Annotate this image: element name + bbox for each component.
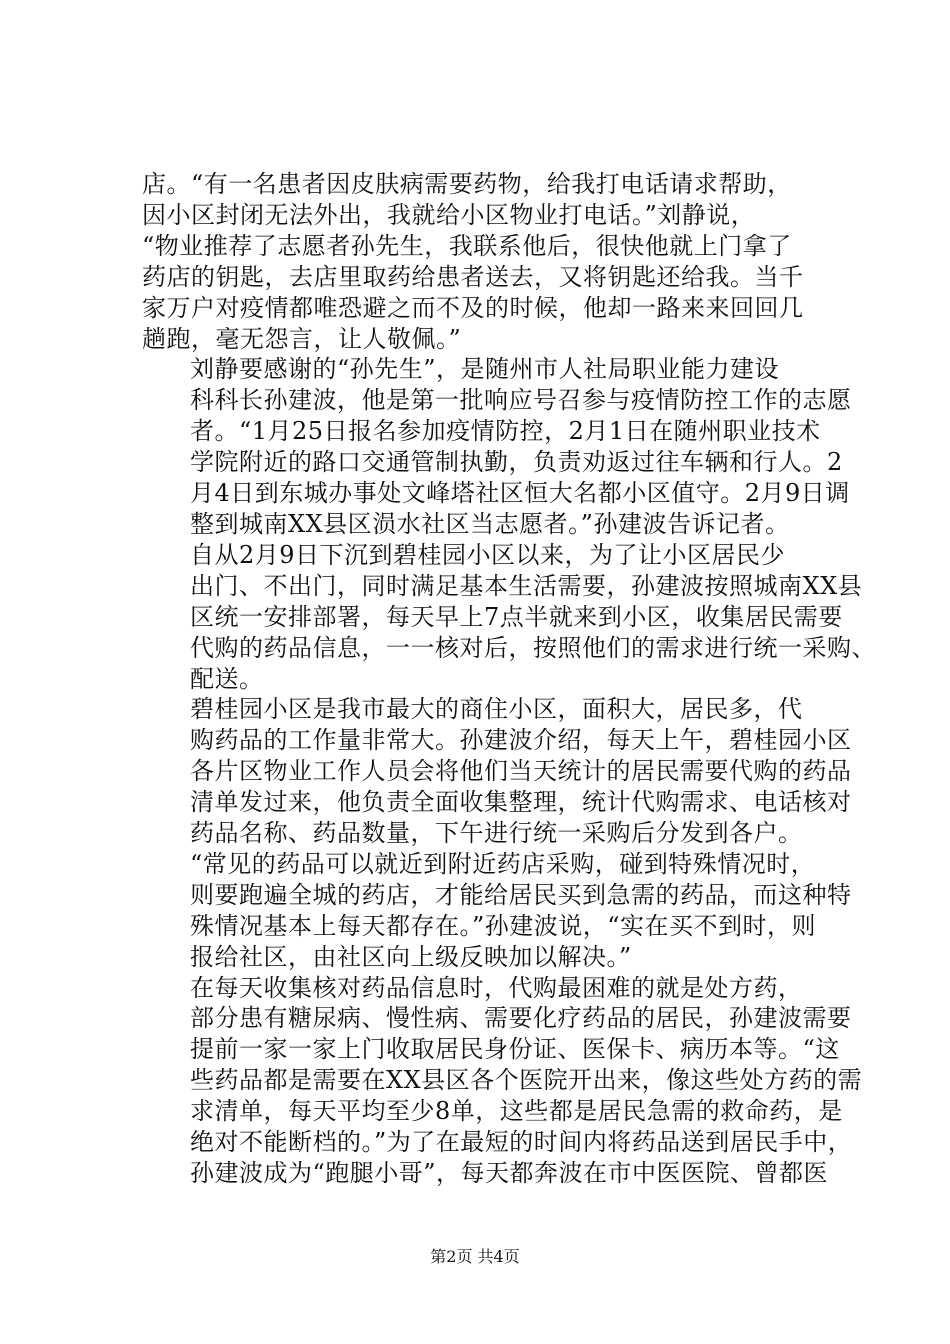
text-line: 刘静要感谢的“孙先生”，是随州市人社局职业能力建设	[190, 355, 780, 384]
paragraph	[142, 849, 852, 973]
text-line: 求清单，每天平均至少8单，这些都是居民急需的救命药，是	[190, 1097, 843, 1126]
text-line: 家万户对疫情都唯恐避之而不及的时候，他却一路来来回回几	[142, 293, 804, 322]
paragraph	[142, 694, 852, 849]
text-line: 学院附近的路口交通管制执勤，负责劝返过往车辆和行人。2	[190, 448, 843, 477]
paragraph	[142, 354, 852, 539]
text-line: 购药品的工作量非常大。孙建波介绍，每天上午，碧桂园小区	[190, 726, 852, 755]
paragraph	[142, 540, 876, 695]
text-line: “常见的药品可以就近到附近药店采购，碰到特殊情况时，	[190, 849, 816, 878]
text-line: 则要跑遍全城的药店，才能给居民买到急需的药品，而这种特	[190, 880, 852, 909]
text-line: 碧桂园小区是我市最大的商住小区，面积大，居民多，代	[190, 695, 803, 724]
text-line: 清单发过来，他负责全面收集整理，统计代购需求、电话核对	[190, 788, 852, 817]
text-line: 部分患有糖尿病、慢性病、需要化疗药品的居民，孙建波需要	[190, 1004, 852, 1033]
text-line: 代购的药品信息，一一核对后，按照他们的需求进行统一采购、	[190, 633, 876, 662]
text-line: 月4日到东城办事处文峰塔社区恒大名都小区值守。2月9日调	[190, 479, 850, 508]
text-line: 趟跑，毫无怨言，让人敬佩。”	[142, 324, 462, 353]
article-body	[142, 169, 876, 1189]
text-line: 各片区物业工作人员会将他们当天统计的居民需要代购的药品	[190, 757, 852, 786]
text-line: 配送。	[190, 664, 264, 693]
text-line: 提前一家一家上门收取居民身份证、医保卡、病历本等。“这	[190, 1035, 840, 1064]
text-line: 报给社区，由社区向上级反映加以解决。”	[190, 942, 632, 971]
text-line: 在每天收集核对药品信息时，代购最困难的就是处方药，	[190, 973, 803, 1002]
text-line: 区统一安排部署，每天早上7点半就来到小区，收集居民需要	[190, 602, 843, 631]
text-line: 者。“1月25日报名参加疫情防控，2月1日在随州职业技术	[190, 417, 821, 446]
paragraph	[142, 973, 863, 1189]
paragraph	[142, 169, 832, 354]
text-line: 科科长孙建波，他是第一批响应号召参与疫情防控工作的志愿	[190, 386, 852, 415]
text-line: 殊情况基本上每天都存在。”孙建波说，“实在买不到时，则	[190, 911, 817, 940]
text-line: 绝对不能断档的。”为了在最短的时间内将药品送到居民手中，	[190, 1128, 853, 1157]
text-line: 药店的钥匙，去店里取药给患者送去，又将钥匙还给我。当千	[142, 262, 804, 291]
text-line: 出门、不出门，同时满足基本生活需要，孙建波按照城南XX县	[190, 571, 863, 600]
text-line: 药品名称、药品数量，下午进行统一采购后分发到各户。	[190, 819, 803, 848]
text-line: 店。“有一名患者因皮肤病需要药物，给我打电话请求帮助，	[142, 170, 792, 198]
text-line: 因小区封闭无法外出，我就给小区物业打电话。”刘静说，	[142, 200, 756, 229]
text-line: 自从2月9日下沉到碧桂园小区以来，为了让小区居民少	[190, 540, 786, 569]
text-line: 整到城南XX县区涢水社区当志愿者。”孙建波告诉记者。	[190, 509, 790, 538]
text-line: “物业推荐了志愿者孙先生，我联系他后，很快他就上门拿了	[142, 231, 792, 260]
text-line: 些药品都是需要在XX县区各个医院开出来，像这些处方药的需	[190, 1066, 863, 1095]
text-line: 孙建波成为“跑腿小哥”，每天都奔波在市中医医院、曾都医	[190, 1159, 829, 1187]
page-footer: 第2页 共4页	[430, 1247, 520, 1266]
